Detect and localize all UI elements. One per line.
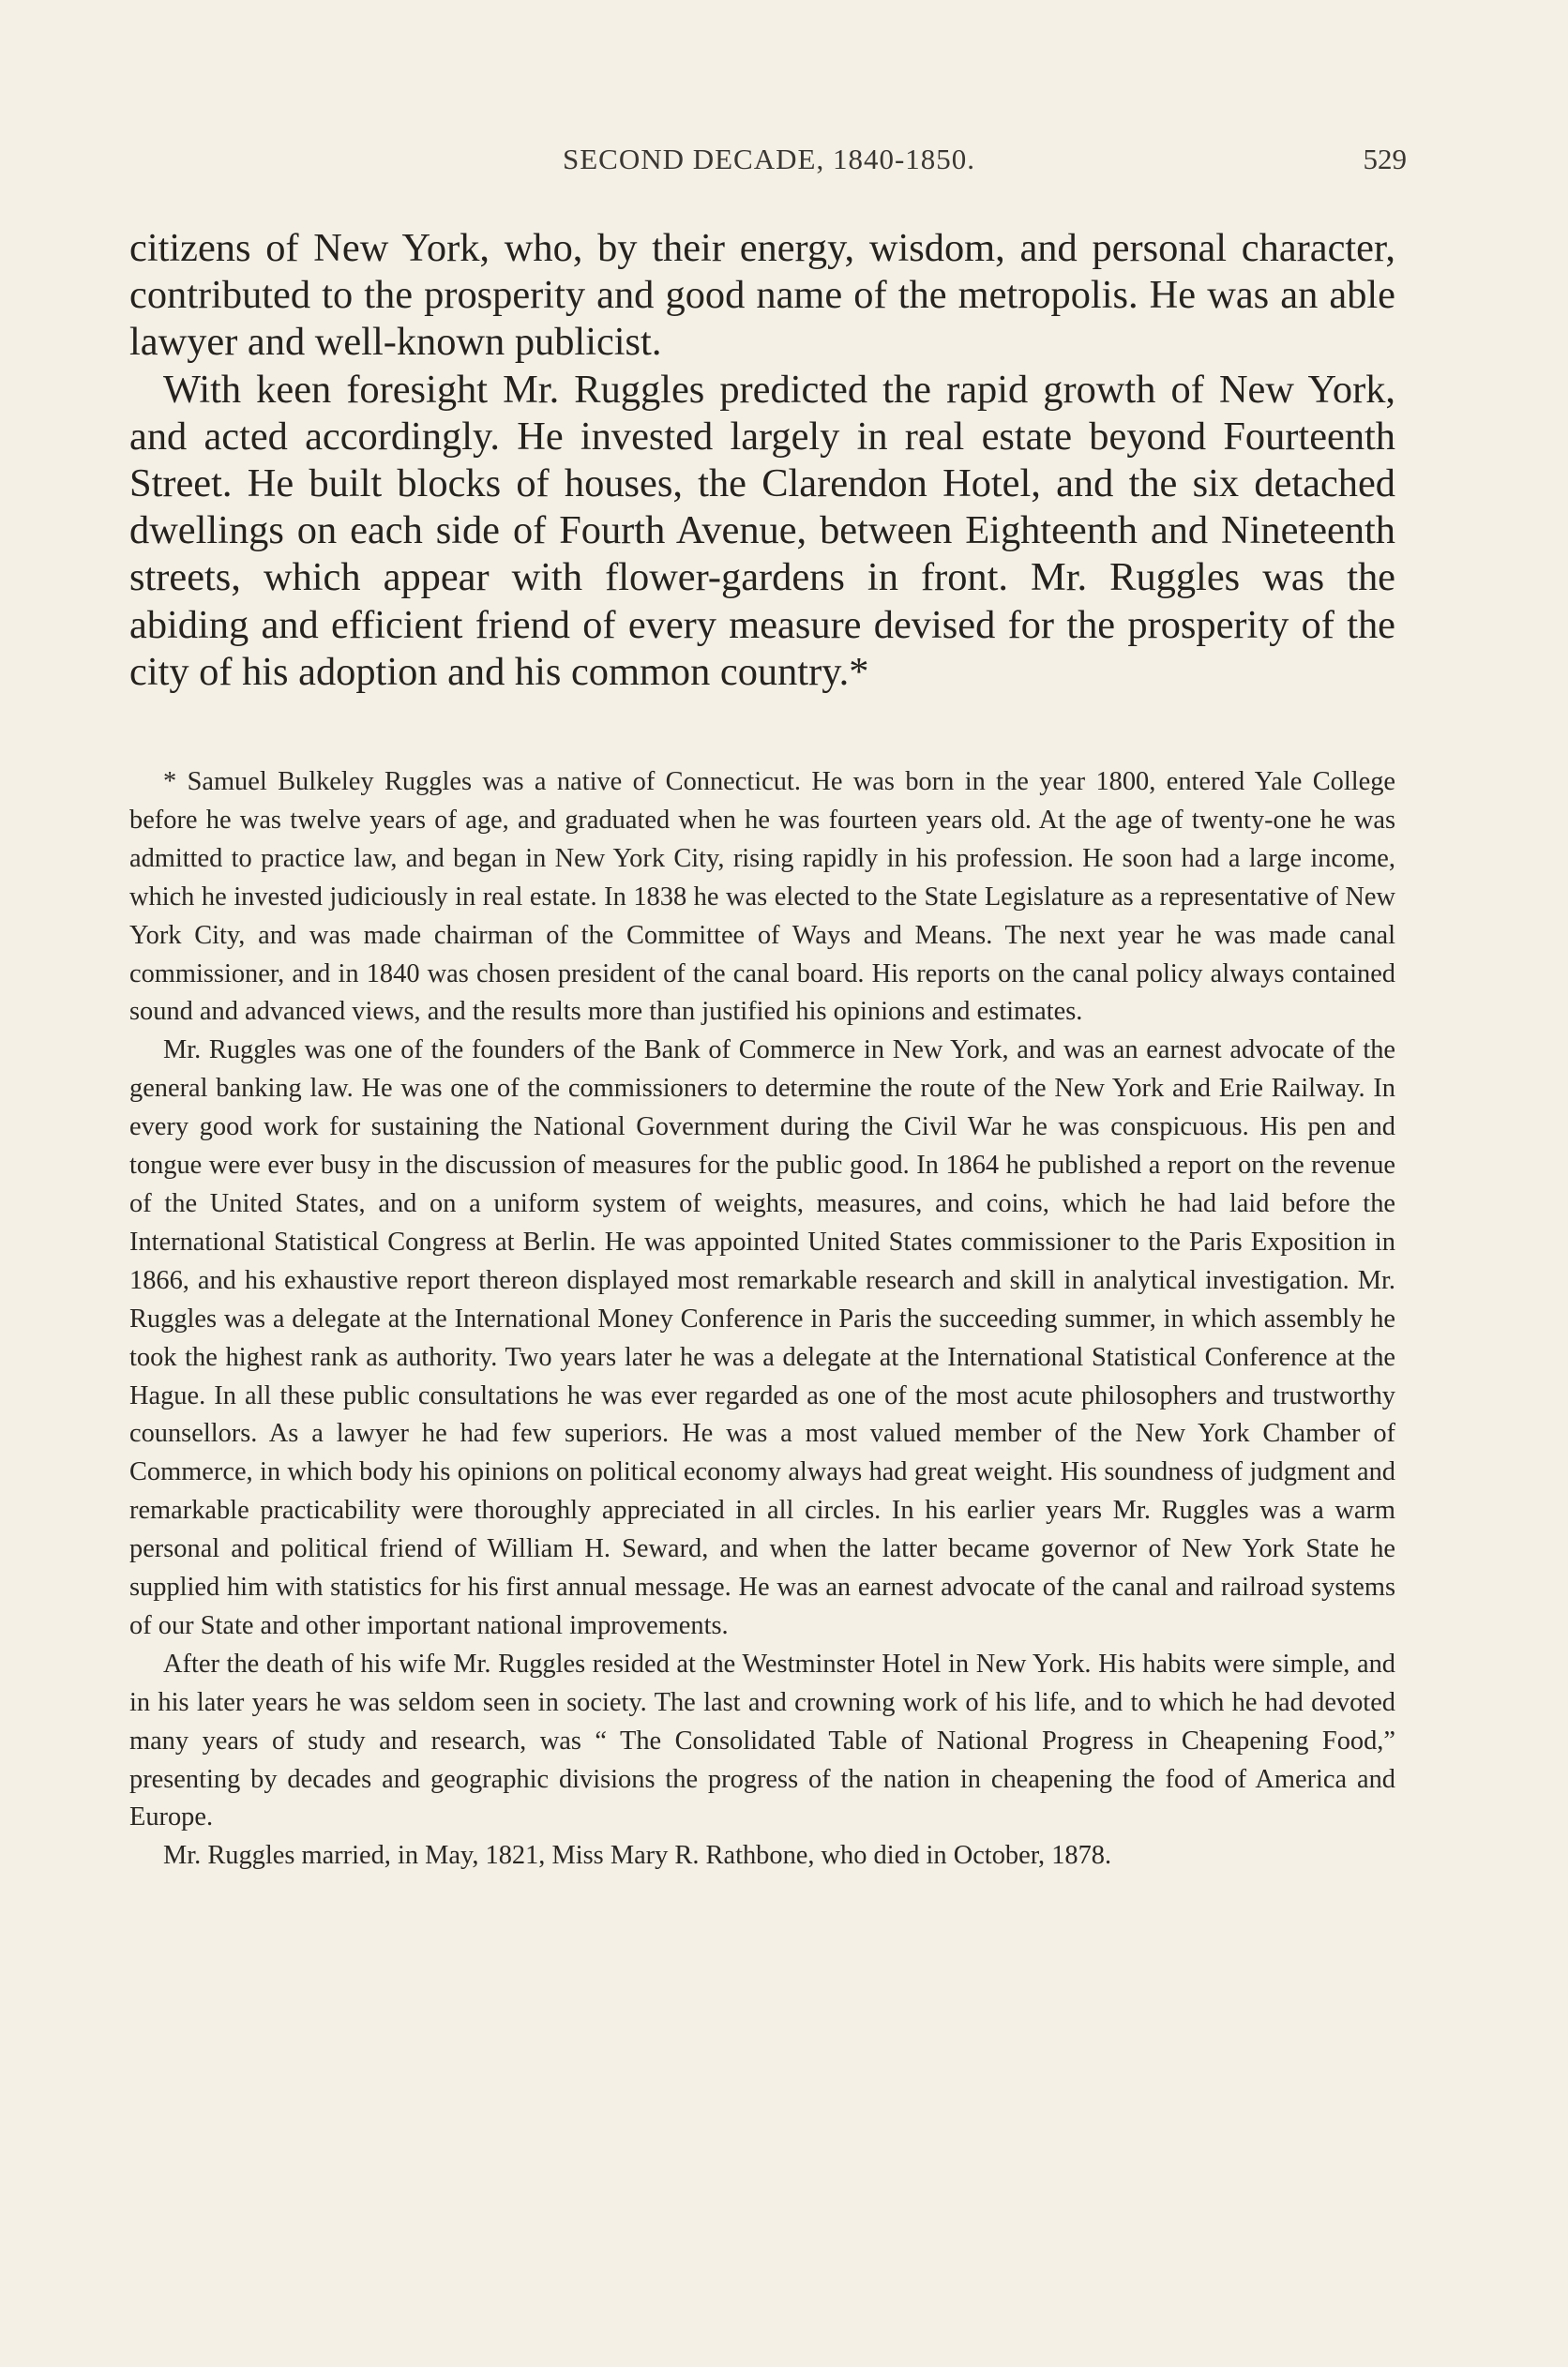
running-head	[131, 143, 1407, 189]
running-title: SECOND DECADE, 1840-1850.	[562, 143, 976, 175]
page-number: 529	[1363, 143, 1407, 175]
body-paragraph: With keen foresight Mr. Ruggles predicted the rapid growth of New York, and acted accordingly. He invested largely in real estate beyond Fourteenth Street. He built blocks of houses, the Clarendon Hotel, and the six detached dwellings on each side of Fourth Avenue, between Eighteenth and Nineteenth streets, which appear with flower-gardens in front. Mr. Ruggles was the abiding and efficient friend of every measure devised for the prosperity of the city of his adoption and his common country.*	[129, 367, 1395, 694]
footnote-paragraph: Mr. Ruggles was one of the founders of the Bank of Commerce in New York, and was an earnest advocate of the general banking law. He was one of the commissioners to determine the route of the New York and Erie Railway. In every good work for sustaining the National Government during the Civil War he was conspicuous. His pen and tongue were ever busy in the discussion of measures for the public good. In 1864 he published a report on the revenue of the United States, and on a uniform system of weights, measures, and coins, which he had laid before the International Statistical Congress at Berlin. He was appointed United States commissioner to the Paris Exposition in 1866, and his exhaustive report thereon displayed most remarkable research and skill in analytical investigation. Mr. Ruggles was a delegate at the International Money Conference in Paris the succeeding summer, in which assembly he took the highest rank as authority. Two years later he was a delegate at the International Statistical Conference at the Hague. In all these public consultations he was ever regarded as one of the most acute philosophers and trustworthy counsellors. As a lawyer he had few superiors. He was a most valued member of the New York Chamber of Commerce, in which body his opinions on political economy always had great weight. His soundness of judgment and remarkable practicability were thoroughly appreciated in all circles. In his earlier years Mr. Ruggles was a warm personal and political friend of William H. Seward, and when the latter became governor of New York State he supplied him with statistics for his first annual message. He was an earnest advocate of the canal and railroad systems of our State and other important national improvements.	[129, 1035, 1395, 1640]
main-text	[129, 225, 1395, 696]
footnote	[129, 763, 1395, 1876]
footnote-paragraph: * Samuel Bulkeley Ruggles was a native of Connecticut. He was born in the year 1800, entered Yale College before he was twelve years of age, and graduated when he was fourteen years old. At the age of twenty-one he was admitted to practice law, and began in New York City, rising rapidly in his profession. He soon had a large income, which he invested judiciously in real estate. In 1838 he was elected to the State Legislature as a representative of New York City, and was made chairman of the Committee of Ways and Means. The next year he was made canal commissioner, and in 1840 was chosen president of the canal board. His reports on the canal policy always contained sound and advanced views, and the results more than justified his opinions and estimates.	[129, 767, 1395, 1027]
footnote-paragraph: Mr. Ruggles married, in May, 1821, Miss Mary R. Rathbone, who died in October, 1878.	[163, 1841, 1112, 1871]
body-paragraph: citizens of New York, who, by their energy, wisdom, and personal character, contributed to the prosperity and good name of the metropolis. He was an able lawyer and well-known publicist.	[129, 226, 1395, 365]
footnote-paragraph: After the death of his wife Mr. Ruggles resided at the Westminster Hotel in New York. His habits were simple, and in his later years he was seldom seen in society. The last and crowning work of his life, and to which he had devoted many years of study and research, was “ The Consolidated Table of National Progress in Cheapening Food,” presenting by decades and geographic divisions the progress of the nation in cheapening the food of America and Europe.	[129, 1649, 1395, 1832]
